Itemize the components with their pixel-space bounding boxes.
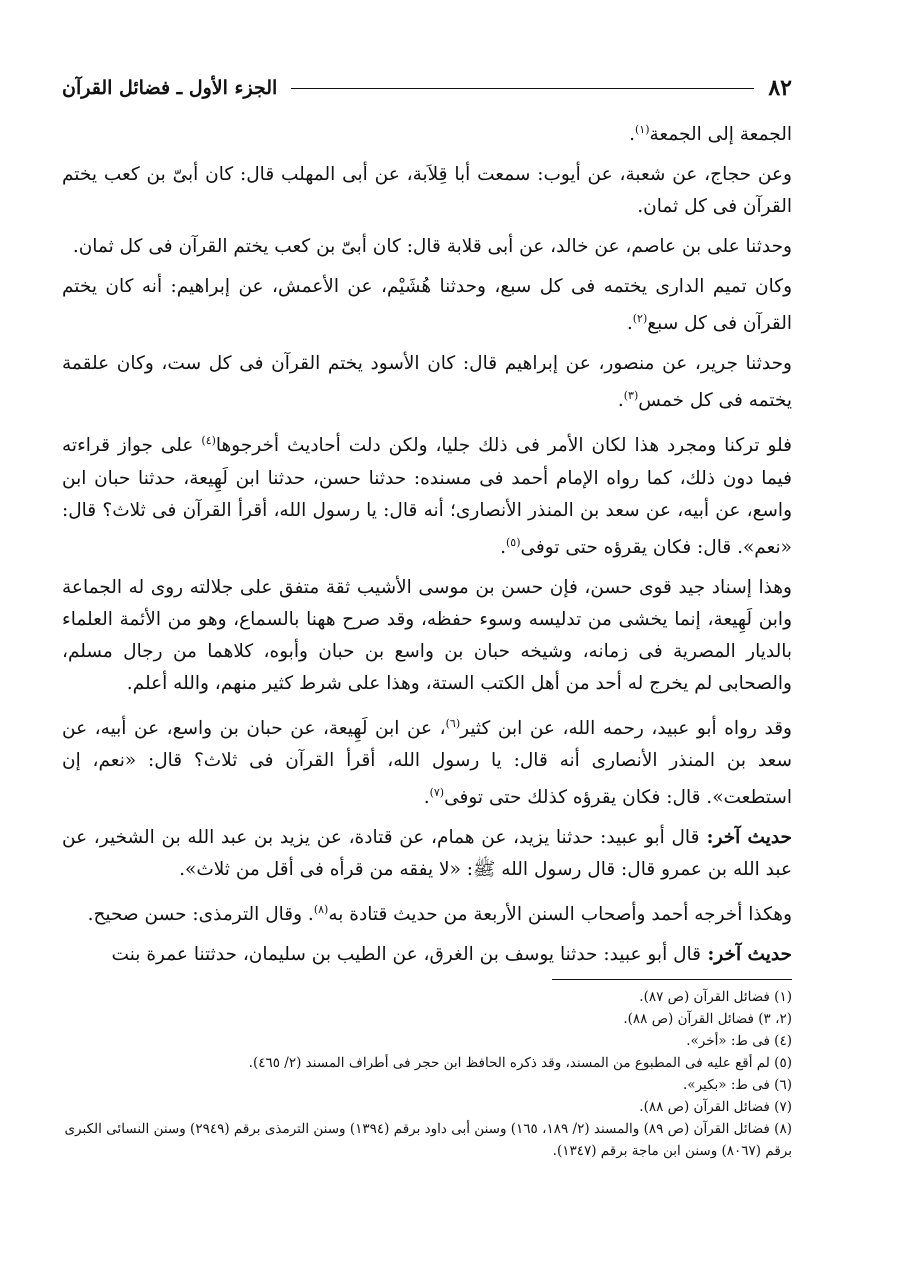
paragraph: وكان تميم الدارى يختمه فى كل سبع، وحدثنا هُشَيْم، عن الأعمش، عن إبراهيم: أنه كان يختم القرآن فى كل سبع$^{(٢)}$. [62,276,792,335]
main-text [62,114,792,971]
paragraph: حديث آخر: قال أبو عبيد: حدثنا يزيد، عن همام، عن قتادة، عن يزيد بن عبد الله بن الشخير، عن عبد الله بن عمرو قال: قال رسول الله ﷺ: «لا يفقه من قرأه فى أقل من ثلاث». [62,827,792,881]
footnote: (٧) فضائل القرآن (ص ٨٨). [639,1099,792,1116]
running-title: الجزء الأول ـ فضائل القرآن [62,77,278,99]
footnote-separator [552,979,792,980]
footnote: (٨) فضائل القرآن (ص ٨٩) والمسند (٢/ ١٨٩، ١٦٥) وسنن أبى داود برقم (١٣٩٤) وسنن الترمذى برقم (٢٩٤٩) وسنن النسائى الكبرى برقم (٨٠٦٧) وسنن ابن ماجة برقم (١٣٤٧). [64,1121,792,1160]
page-header [62,68,792,108]
paragraph: الجمعة إلى الجمعة$^{(١)}$. [629,123,792,146]
footnote: (٦) فى ط: «بكير». [683,1077,792,1094]
paragraph: حديث آخر: قال أبو عبيد: حدثنا يوسف بن الغرق، عن الطيب بن سليمان، حدثتنا عمرة بنت [111,944,792,966]
paragraph: وقد رواه أبو عبيد، رحمه الله، عن ابن كثير$^{(٦)}$، عن ابن لَهِيعة، عن حبان بن واسع، عن أبيه، عن سعد بن المنذر الأنصارى أنه قال: يا رسول الله، أقرأ القرآن فى ثلاث؟ قال: «نعم، إن استطعت». قال: فكان يقرؤه كذلك حتى توفى$^{(٧)}$. [62,716,792,809]
header-rule [291,88,754,89]
paragraph: وحدثنا على بن عاصم، عن خالد، عن أبى قلابة قال: كان أبىّ بن كعب يختم القرآن فى كل ثمان. [72,236,792,258]
footnote: (٢، ٣) فضائل القرآن (ص ٨٨). [623,1011,792,1028]
page-number: ٨٢ [768,75,792,101]
footnote: (١) فضائل القرآن (ص ٨٧). [639,989,792,1006]
footnote: (٥) لم أقع عليه فى المطبوع من المسند، وقد ذكره الحافظ ابن حجر فى أطراف المسند (٢/ ٤٦٥). [248,1055,792,1072]
book-page [62,68,792,1162]
section-lead: حديث آخر: [701,944,792,966]
footnotes [62,986,792,1162]
paragraph: فلو تركنا ومجرد هذا لكان الأمر فى ذلك جليا، ولكن دلت أحاديث أخرجوها$^{(٤)}$ على جواز قراءته فيما دون ذلك، كما رواه الإمام أحمد فى مسنده: حدثنا حسن، حدثنا ابن لَهِيعة، حدثنا حبان ابن واسع، عن أبيه، عن سعد بن المنذر الأنصارى؛ أنه قال: يا رسول الله، أقرأ القرآن فى ثلاث؟ قال: «نعم». قال: فكان يقرؤه حتى توفى$^{(٥)}$. [62,434,792,558]
paragraph: وهذا إسناد جيد قوى حسن، فإن حسن بن موسى الأشيب ثقة متفق على جلالته روى له الجماعة وابن لَهِيعة، إنما يخشى من تدليسه وسوء حفظه، وقد صرح ههنا بالسماع، وهو من الأئمة العلماء بالديار المصرية فى زمانه، وشيخه حبان بن واسع بن حبان وأبوه، كلاهما من رجال مسلم، والصحابى لم يخرج له أحد من أهل الكتب الستة، وهذا على شرط كثير منهم، والله أعلم. [62,576,792,694]
footnote: (٤) فى ط: «أخر». [686,1033,792,1050]
section-lead: حديث آخر: [699,827,792,849]
paragraph: وعن حجاج، عن شعبة، عن أيوب: سمعت أبا قِلاَبة، عن أبى المهلب قال: كان أبىّ بن كعب يختم القرآن فى كل ثمان. [62,164,792,218]
paragraph: وهكذا أخرجه أحمد وأصحاب السنن الأربعة من حديث قتادة به$^{(٨)}$. وقال الترمذى: حسن صحيح. [87,903,792,926]
paragraph: وحدثنا جرير، عن منصور، عن إبراهيم قال: كان الأسود يختم القرآن فى كل ست، وكان علقمة يختمه فى كل خمس$^{(٣)}$. [62,353,792,412]
